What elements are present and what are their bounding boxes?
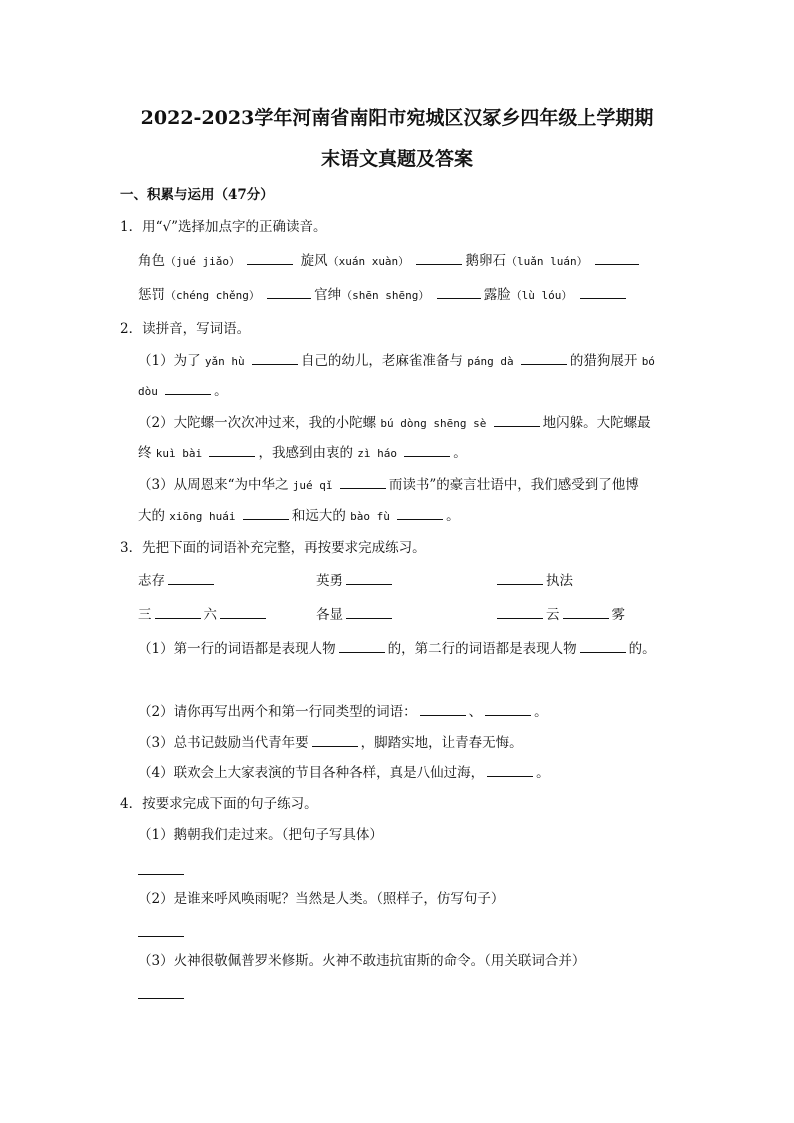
pinyin: páng dà <box>467 355 514 368</box>
idiom-part: 各显 <box>316 607 343 623</box>
q2-text: 而读书”的豪言壮语中，我们感受到了他博 <box>388 477 639 493</box>
q1-item-options: （luǎn luán） <box>505 255 588 268</box>
q2-part-2 <box>138 414 651 433</box>
q1-item-options: （shēn shēng） <box>341 289 430 302</box>
answer-blank[interactable] <box>580 286 626 299</box>
answer-blank[interactable] <box>340 476 386 489</box>
q4-answer-line-3[interactable] <box>138 986 184 1004</box>
q1-item-options: （chéng chěng） <box>165 289 260 302</box>
idiom-part: 英勇 <box>316 573 343 589</box>
answer-blank[interactable] <box>138 862 184 875</box>
q2-part-2-cont <box>138 444 467 463</box>
q2-part-1 <box>138 352 655 371</box>
question-3-stem: 3．先把下面的词语补充完整，再按要求完成练习。 <box>120 540 426 556</box>
answer-blank[interactable] <box>437 286 481 299</box>
answer-blank[interactable] <box>416 252 462 265</box>
q3-row2-item <box>138 606 269 624</box>
answer-blank[interactable] <box>243 507 289 520</box>
answer-blank[interactable] <box>563 606 609 619</box>
answer-blank[interactable] <box>220 606 266 619</box>
question-2-stem: 2．读拼音，写词语。 <box>120 321 251 337</box>
q3-text: 。 <box>536 765 550 781</box>
answer-blank[interactable] <box>497 606 543 619</box>
q1-item-word: 角色 <box>138 253 165 269</box>
q3-text: 、 <box>468 704 483 720</box>
q1-item-word: 鹅卵石 <box>465 253 506 269</box>
q2-text: （1）为了 <box>138 353 201 369</box>
section-heading: 一、积累与运用（47分） <box>120 187 274 203</box>
q3-row1-item <box>316 572 395 590</box>
answer-blank[interactable] <box>138 986 184 999</box>
answer-blank[interactable] <box>247 252 293 265</box>
answer-blank[interactable] <box>580 640 626 653</box>
answer-blank[interactable] <box>209 444 255 457</box>
q3-row1-item <box>494 572 573 590</box>
q4-answer-line-1[interactable] <box>138 862 184 880</box>
answer-blank[interactable] <box>404 444 450 457</box>
q2-text: 终 <box>138 445 152 461</box>
q1-item-word: 旋风 <box>300 253 328 269</box>
answer-blank[interactable] <box>397 507 443 520</box>
q2-part-1-cont <box>138 382 228 401</box>
pinyin: yǎn hù <box>204 355 245 368</box>
answer-blank[interactable] <box>494 414 540 427</box>
pinyin: bó <box>641 355 655 368</box>
q1-item-word: 惩罚 <box>138 287 165 303</box>
q1-row-2 <box>138 286 629 305</box>
q3-sub-4 <box>138 764 550 782</box>
q2-text: 的猎狗展开 <box>569 353 638 369</box>
answer-blank[interactable] <box>252 352 298 365</box>
q2-text: （3）从周恩来“为中华之 <box>138 477 289 493</box>
q3-text: （1）第一行的词语都是表现人物 <box>138 641 336 657</box>
q4-sub-2: （2）是谁来呼风唤雨呢？当然是人类。（照样子，仿写句子） <box>138 891 505 907</box>
q2-text: 。 <box>446 508 460 524</box>
question-4-stem: 4．按要求完成下面的句子练习。 <box>120 796 318 812</box>
q1-item-options: （lù lóu） <box>510 289 573 302</box>
idiom-part: 执法 <box>546 573 573 589</box>
q2-part-3 <box>138 476 639 495</box>
q1-item-word: 露脸 <box>483 287 511 303</box>
answer-blank[interactable] <box>267 286 311 299</box>
idiom-part: 志存 <box>138 573 165 589</box>
q2-text: 自己的幼儿，老麻雀准备与 <box>300 353 463 369</box>
pinyin: zì háo <box>357 447 397 460</box>
q3-sub-3 <box>138 734 523 752</box>
q3-sub-2 <box>138 703 548 721</box>
q4-sub-1: （1）鹅朝我们走过来。（把句子写具体） <box>138 827 383 843</box>
q2-text: （2）大陀螺一次次冲过来，我的小陀螺 <box>138 415 377 431</box>
idiom-part: 云 <box>546 607 560 623</box>
q3-text: 。 <box>534 704 548 720</box>
answer-blank[interactable] <box>155 606 201 619</box>
page-title-line-1: 2022-2023学年河南省南阳市宛城区汉冢乡四年级上学期期 <box>140 107 654 129</box>
q3-text: 的。 <box>628 641 656 657</box>
answer-blank[interactable] <box>521 352 567 365</box>
answer-blank[interactable] <box>339 640 385 653</box>
q1-item-options: （xuán xuàn） <box>327 255 410 268</box>
idiom-part: 雾 <box>611 607 625 623</box>
answer-blank[interactable] <box>312 734 358 747</box>
answer-blank[interactable] <box>168 572 214 585</box>
pinyin: dòu <box>138 385 158 398</box>
q4-sub-3: （3）火神很敬佩普罗米修斯。火神不敢违抗宙斯的命令。（用关联词合并） <box>138 953 586 969</box>
answer-blank[interactable] <box>485 703 531 716</box>
answer-blank[interactable] <box>165 382 211 395</box>
q2-text: 大的 <box>138 508 165 524</box>
question-1-stem: 1．用“√”选择加点字的正确读音。 <box>120 219 327 235</box>
answer-blank[interactable] <box>595 252 639 265</box>
q3-text: ，脚踏实地，让青春无悔。 <box>360 735 523 751</box>
q2-text: 和远大的 <box>291 508 346 524</box>
answer-blank[interactable] <box>138 924 184 937</box>
q3-text: （3）总书记鼓励当代青年要 <box>138 735 309 751</box>
q1-item-word: 官绅 <box>314 287 342 303</box>
q2-part-3-cont <box>138 507 460 526</box>
pinyin: xiōng huái <box>169 510 236 523</box>
pinyin: bào fù <box>350 510 390 523</box>
idiom-part: 六 <box>203 607 217 623</box>
q3-text: 的，第二行的词语都是表现人物 <box>387 641 577 657</box>
page-title-line-2: 末语文真题及答案 <box>320 148 473 170</box>
answer-blank[interactable] <box>346 606 392 619</box>
q2-text: 。 <box>214 383 228 399</box>
q2-text: ，我感到由衷的 <box>258 445 353 461</box>
q1-row-1 <box>138 252 642 271</box>
q3-row2-item <box>316 606 395 624</box>
q2-text: 地闪躲。大陀螺最 <box>542 415 651 431</box>
answer-blank[interactable] <box>420 703 466 716</box>
answer-blank[interactable] <box>497 572 543 585</box>
q3-row2-item <box>494 606 625 624</box>
answer-blank[interactable] <box>346 572 392 585</box>
q4-answer-line-2[interactable] <box>138 924 184 942</box>
pinyin: jué qǐ <box>292 479 333 492</box>
pinyin: kuì bài <box>155 447 203 460</box>
pinyin: bú dòng shēng sè <box>380 417 487 430</box>
idiom-part: 三 <box>138 607 152 623</box>
answer-blank[interactable] <box>487 764 533 777</box>
q1-item-options: （jué jiǎo） <box>165 255 240 268</box>
q2-text: 。 <box>453 445 467 461</box>
q3-sub-1 <box>138 640 656 658</box>
q3-text: （2）请你再写出两个和第一行同类型的词语： <box>138 704 417 720</box>
q3-text: （4）联欢会上大家表演的节目各种各样，真是八仙过海， <box>138 765 485 781</box>
q3-row1-item <box>138 572 217 590</box>
